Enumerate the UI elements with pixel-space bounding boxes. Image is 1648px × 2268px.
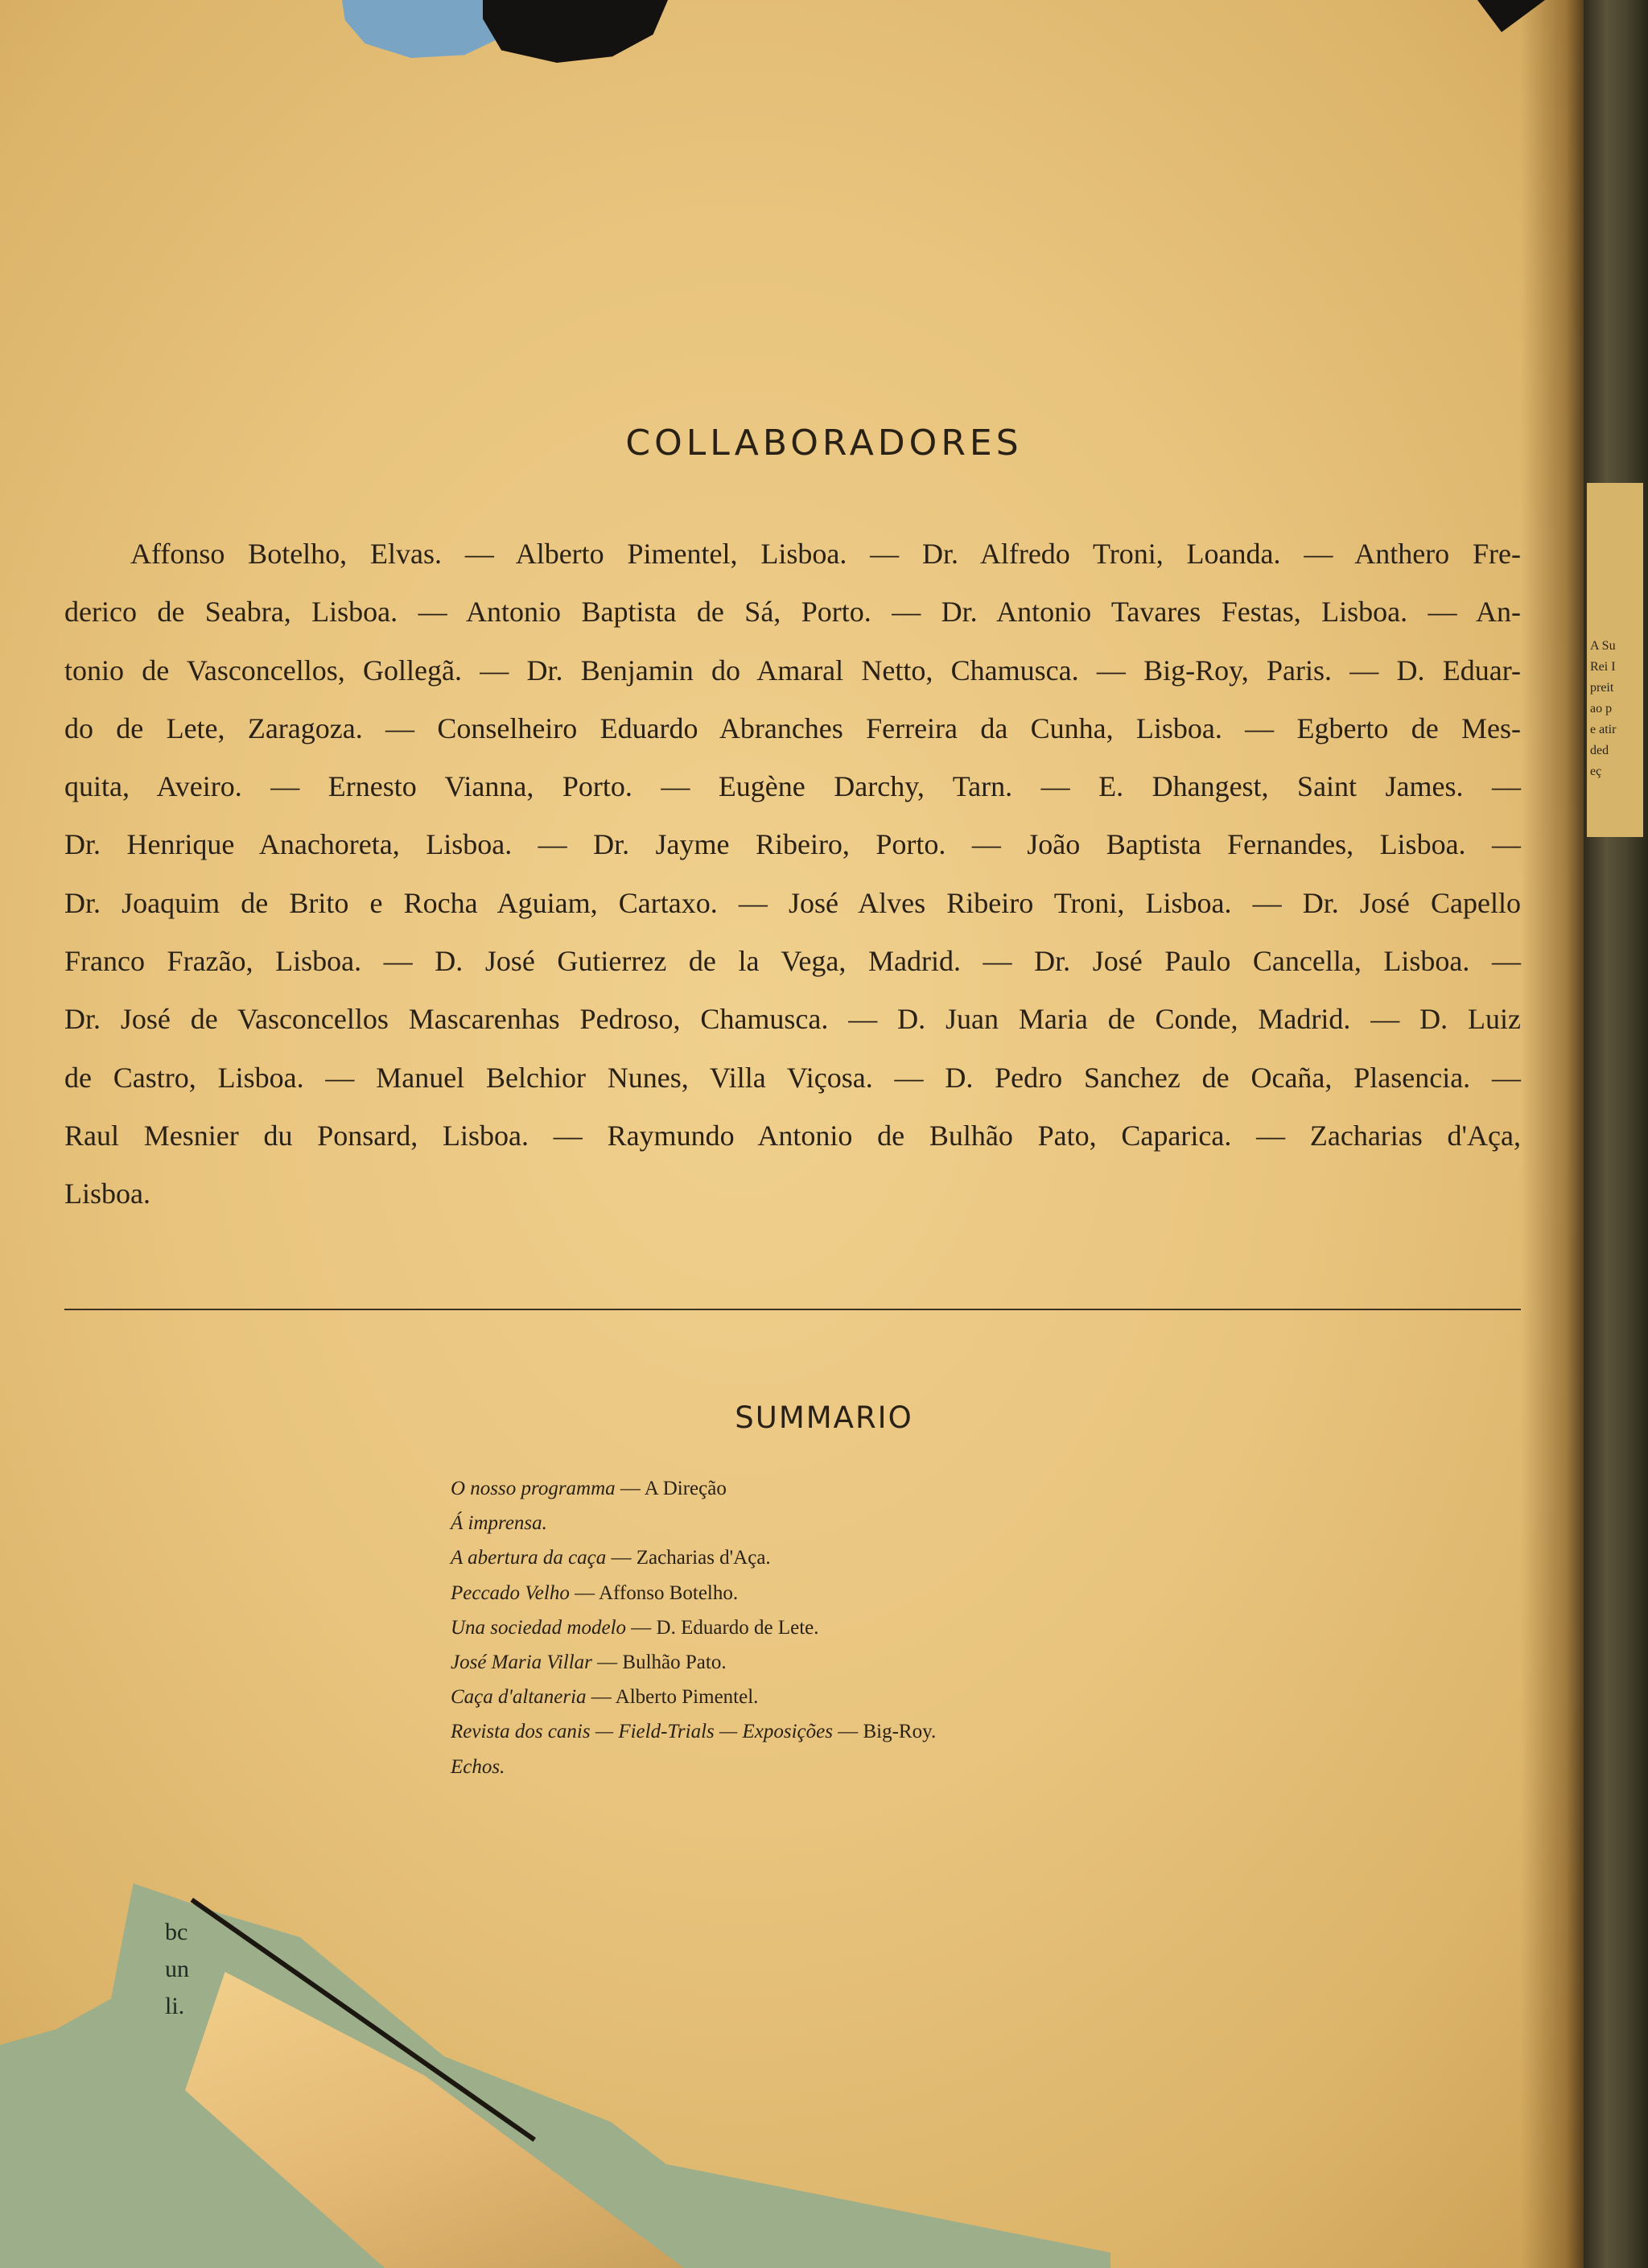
- article-title: Peccado Velho: [451, 1581, 570, 1604]
- summario-item: [451, 1680, 1175, 1714]
- summario-item: [451, 1645, 1175, 1680]
- article-author: — Alberto Pimentel.: [586, 1686, 759, 1709]
- article-title: Á imprensa.: [451, 1512, 547, 1535]
- spine-fragment-line: eç: [1590, 765, 1602, 778]
- paragraph-line: quita, Aveiro. — Ernesto Vianna, Porto. — Eugène Darchy, Tarn. — E. Dhangest, Saint James. —: [64, 770, 1521, 803]
- spine-fragment-line: preit: [1590, 681, 1614, 695]
- article-title: A abertura da caça: [451, 1547, 607, 1569]
- article-title: José Maria Villar: [451, 1652, 592, 1674]
- article-author: — Zacharias d'Aça.: [606, 1547, 771, 1569]
- torn-corner-line: li.: [165, 1993, 185, 2019]
- torn-corner-line: bc: [165, 1919, 188, 1945]
- summario-item: [451, 1714, 1175, 1749]
- summario-item: [451, 1576, 1175, 1610]
- section-divider: [64, 1309, 1521, 1310]
- summario-item: [451, 1750, 1175, 1784]
- article-title: Echos.: [451, 1755, 505, 1778]
- paragraph-line: do de Lete, Zaragoza. — Conselheiro Eduardo Abranches Ferreira da Cunha, Lisboa. — Egberto de Mes-: [64, 711, 1521, 744]
- paragraph-line: tonio de Vasconcellos, Gollegã. — Dr. Benjamin do Amaral Netto, Chamusca. — Big-Roy, Paris. — D. Eduar-: [64, 654, 1521, 687]
- summario-list: [451, 1471, 1175, 1784]
- torn-corner-text: [165, 1914, 189, 2025]
- summario-item: [451, 1471, 1175, 1506]
- article-author: — Affonso Botelho.: [569, 1581, 739, 1604]
- adjacent-page-fragment: [1587, 483, 1643, 837]
- article-author: — D. Eduardo de Lete.: [626, 1616, 819, 1639]
- paragraph-line: Dr. Joaquim de Brito e Rocha Aguiam, Cartaxo. — José Alves Ribeiro Troni, Lisboa. — Dr. José Capello: [64, 886, 1521, 919]
- article-title: Una sociedad modelo: [451, 1616, 627, 1639]
- paragraph-line: derico de Seabra, Lisboa. — Antonio Baptista de Sá, Porto. — Dr. Antonio Tavares Festas, Lisboa. — An-: [64, 596, 1521, 629]
- summario-item: [451, 1540, 1175, 1575]
- paragraph-line: Affonso Botelho, Elvas. — Alberto Pimentel, Lisboa. — Dr. Alfredo Troni, Loanda. — Anthero Fre-: [130, 538, 1521, 570]
- article-author: — Big-Roy.: [832, 1721, 937, 1743]
- article-author: — A Direção: [615, 1478, 727, 1499]
- paragraph-line: Raul Mesnier du Ponsard, Lisboa. — Raymundo Antonio de Bulhão Pato, Caparica. — Zacharias d'Aça,: [64, 1119, 1521, 1152]
- spine-fragment-line: ao p: [1590, 702, 1613, 715]
- book-binding: [1584, 0, 1648, 2268]
- article-title: Revista dos canis — Field-Trials — Exposições: [451, 1721, 833, 1743]
- collaboradores-heading: COLLABORADORES: [625, 423, 1023, 464]
- binding-shadow: [1521, 0, 1585, 2268]
- spine-fragment-line: A Su: [1590, 639, 1616, 653]
- torn-corner-line: un: [165, 1956, 189, 1982]
- summario-item: [451, 1506, 1175, 1540]
- article-title: O nosso programma: [451, 1478, 616, 1499]
- paragraph-line: Franco Frazão, Lisboa. — D. José Gutierrez de la Vega, Madrid. — Dr. José Paulo Cancella, Lisboa. —: [64, 945, 1521, 978]
- spine-fragment-line: e atir: [1590, 723, 1617, 736]
- collaboradores-paragraph: [64, 525, 1521, 1223]
- spine-fragment-line: Rei I: [1590, 660, 1616, 674]
- summario-heading: SUMMARIO: [735, 1400, 913, 1435]
- spine-fragment-line: ded: [1590, 744, 1609, 757]
- article-title: Caça d'altaneria: [451, 1686, 587, 1709]
- paragraph-line: Dr. José de Vasconcellos Mascarenhas Pedroso, Chamusca. — D. Juan Maria de Conde, Madrid. — D. Luiz: [64, 1003, 1521, 1036]
- summario-item: [451, 1610, 1175, 1645]
- paragraph-line: Dr. Henrique Anachoreta, Lisboa. — Dr. Jayme Ribeiro, Porto. — João Baptista Fernandes, Lisboa. —: [64, 828, 1521, 861]
- paragraph-line: Lisboa.: [64, 1177, 150, 1210]
- paragraph-line: de Castro, Lisboa. — Manuel Belchior Nunes, Villa Viçosa. — D. Pedro Sanchez de Ocaña, Plasencia. —: [64, 1061, 1521, 1094]
- article-author: — Bulhão Pato.: [591, 1652, 727, 1674]
